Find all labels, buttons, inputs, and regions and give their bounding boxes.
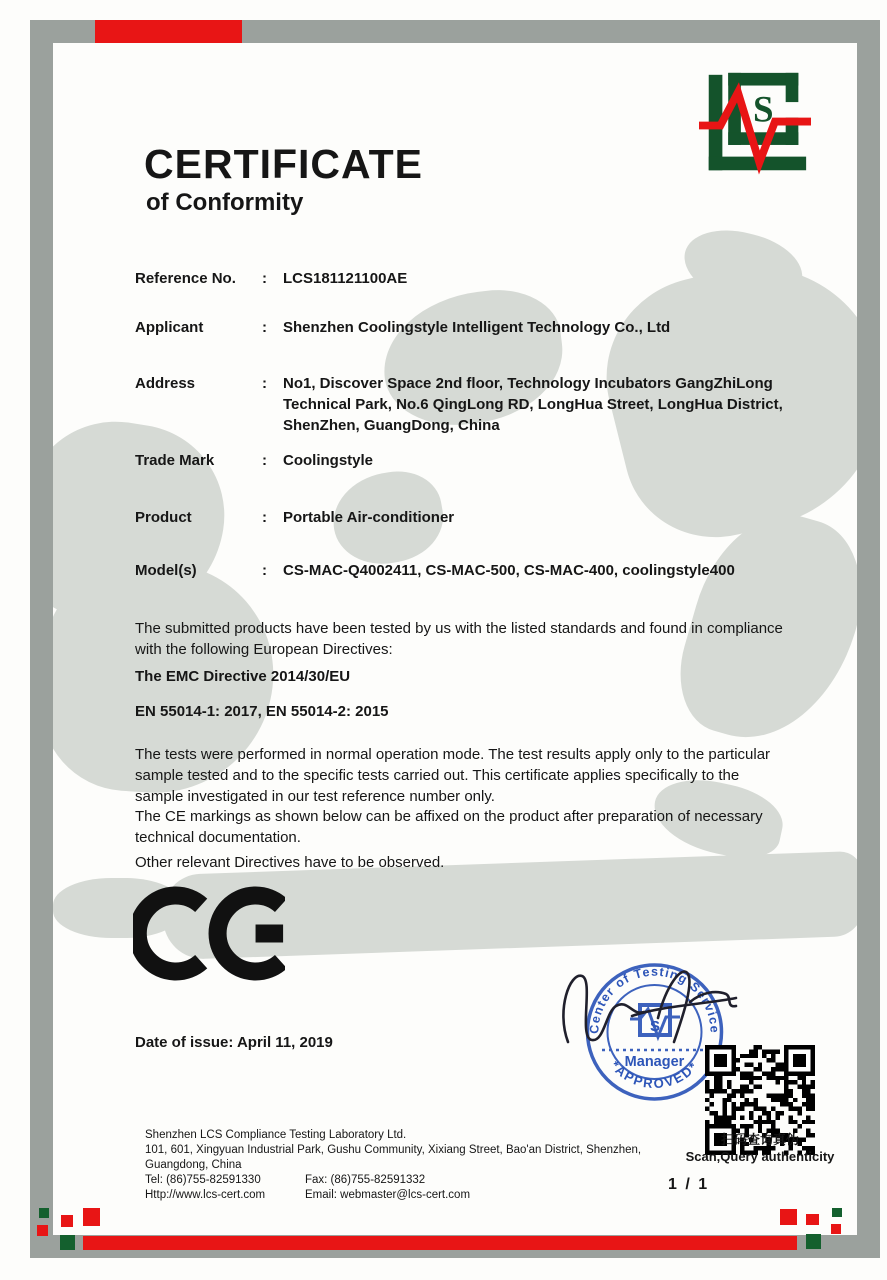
deco-square <box>832 1208 842 1217</box>
qr-caption-cn: 扫码查询真伪 <box>720 1132 799 1147</box>
footer-web: Http://www.lcs-cert.com <box>145 1189 266 1201</box>
field-colon: : <box>262 562 267 579</box>
field-value: LCS181121100AE <box>283 270 408 287</box>
ce-markings-paragraph: The CE markings as shown below can be affixed on the product after preparation of necessary technical documentation. <box>135 808 763 846</box>
deco-square <box>37 1225 48 1236</box>
date-of-issue: Date of issue: April 11, 2019 <box>135 1034 333 1051</box>
field-colon: : <box>262 452 267 469</box>
footer-company: Shenzhen LCS Compliance Testing Laboratory Ltd. <box>145 1129 407 1141</box>
field-label: Product <box>135 509 192 526</box>
field-label: Applicant <box>135 319 204 336</box>
field-models <box>135 560 783 581</box>
page-number: 1 / 1 <box>668 1176 710 1193</box>
field-label: Reference No. <box>135 270 236 287</box>
footer-address-line1: 101, 601, Xingyuan Industrial Park, Gushu Community, Xixiang Street, Bao'an District, Shenzhen, <box>145 1144 642 1156</box>
ce-mark-graphic <box>133 886 285 981</box>
bottom-left-green-square <box>60 1235 75 1250</box>
footer-address-line2: Guangdong, China <box>145 1159 242 1171</box>
deco-square <box>780 1209 797 1225</box>
field-reference-no <box>135 268 783 289</box>
deco-square <box>61 1215 73 1227</box>
footer-block <box>145 1128 705 1203</box>
field-applicant <box>135 317 783 338</box>
page-title: CERTIFICATE <box>144 141 424 187</box>
field-colon: : <box>262 319 267 336</box>
stamp-top-text: Center of Testing Service <box>587 964 722 1035</box>
deco-square <box>831 1224 841 1234</box>
field-colon: : <box>262 270 267 287</box>
field-value: Shenzhen Coolingstyle Intelligent Technology Co., Ltd <box>283 319 671 336</box>
test-conditions-paragraph: The tests were performed in normal operation mode. The test results apply only to the particular sample tested and to the specific tests carried out. This certificate applies specifically to the sample investigated in our test reference number only. <box>135 746 771 805</box>
bottom-border-red-bar <box>83 1236 797 1250</box>
top-border-red-block <box>95 20 242 43</box>
stamp-role-text: Manager <box>624 1054 685 1070</box>
field-colon: : <box>262 375 267 392</box>
lcs-logo <box>699 72 811 181</box>
stamp-bottom-text: *APPROVED* <box>607 1058 702 1092</box>
field-value: CS-MAC-Q4002411, CS-MAC-500, CS-MAC-400, coolingstyle400 <box>283 562 735 579</box>
field-value: Portable Air-conditioner <box>283 509 455 526</box>
footer-tel: Tel: (86)755-82591330 <box>145 1174 261 1186</box>
directive-line: The EMC Directive 2014/30/EU <box>135 668 351 685</box>
deco-square <box>806 1214 819 1225</box>
field-label: Model(s) <box>135 562 197 579</box>
field-value: Coolingstyle <box>283 452 374 469</box>
compliance-intro-paragraph: The submitted products have been tested by us with the listed standards and found in compliance with the following European Directives: <box>135 620 783 658</box>
deco-square <box>83 1208 100 1226</box>
standards-line: EN 55014-1: 2017, EN 55014-2: 2015 <box>135 703 389 720</box>
deco-square <box>39 1208 49 1218</box>
lcs-logo-letter: S <box>752 89 774 131</box>
qr-caption-en: Scan,Query authenticity <box>685 1149 835 1164</box>
field-trade-mark <box>135 450 783 471</box>
lcs-logo-graphic <box>699 72 811 176</box>
page-subtitle: of Conformity <box>146 189 304 216</box>
field-address <box>135 373 783 436</box>
bottom-right-green-square <box>806 1234 821 1249</box>
footer-fax: Fax: (86)755-82591332 <box>305 1174 426 1186</box>
stamp-logo-letter: S <box>649 1018 661 1035</box>
ce-mark <box>133 886 285 986</box>
field-product <box>135 507 783 528</box>
other-directives-paragraph: Other relevant Directives have to be observed. <box>135 854 445 871</box>
field-value: No1, Discover Space 2nd floor, Technology Incubators GangZhiLong Technical Park, No.6 QingLong RD, LongHua Street, LongHua District, ShenZhen, GuangDong, China <box>283 375 783 434</box>
footer-email: Email: webmaster@lcs-cert.com <box>305 1189 471 1201</box>
field-label: Address <box>135 375 196 392</box>
field-label: Trade Mark <box>135 452 215 469</box>
field-colon: : <box>262 509 267 526</box>
qr-caption <box>672 1131 848 1165</box>
